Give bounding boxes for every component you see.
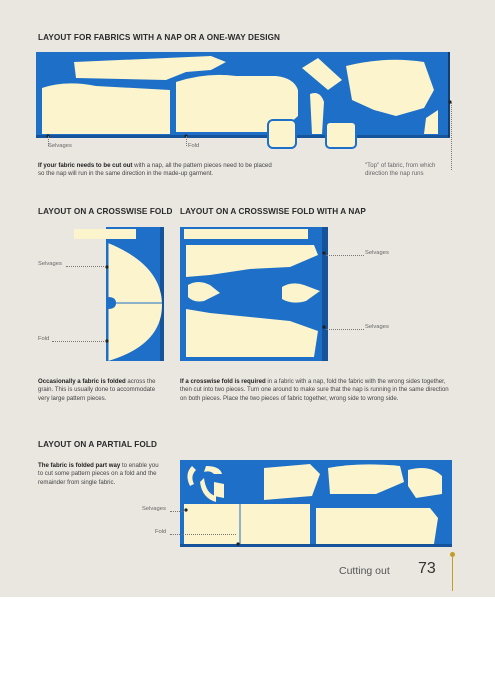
crosswise-selvages-leader	[66, 266, 106, 267]
caption-rest: with a nap, all the pattern pieces need to be placed so the nap will run in the same direction in the made-up garment.	[38, 162, 272, 178]
section-title-crosswise-nap: LAYOUT ON A CROSSWISE FOLD WITH A NAP	[180, 207, 366, 216]
nap-selvages-leader-2	[326, 329, 364, 330]
page-marker-line	[452, 555, 453, 591]
section-title-crosswise-fold: LAYOUT ON A CROSSWISE FOLD	[38, 207, 173, 216]
partial-fold-diagram	[180, 458, 455, 550]
fold-leader	[186, 136, 187, 146]
caption-crosswise-nap	[180, 378, 450, 403]
caption-nap-layout	[38, 162, 278, 179]
caption-crosswise-fold	[38, 378, 168, 403]
caption-bold: If a crosswise fold is required	[180, 378, 266, 385]
caption-bold: Occasionally a fabric is folded	[38, 378, 126, 385]
caption-bold: The fabric is folded part way	[38, 462, 121, 469]
nap-selvages-label-2: Selvages	[365, 324, 389, 330]
section-title-nap-layout: LAYOUT FOR FABRICS WITH A NAP OR A ONE-WAY DESIGN	[38, 33, 281, 42]
caption-rest: across the grain. This is usually done to accommodate very large pattern pieces.	[38, 378, 156, 402]
page-marker-dot	[450, 552, 455, 557]
caption-rest: in a fabric with a nap, fold the fabric with the wrong sides together, then cut into two pieces. Turn one around to make sure that the nap is running in the same direction on both pieces. Place the two pieces of fabric together, wrong side to wrong side.	[180, 378, 449, 402]
top-leader	[451, 102, 452, 170]
selvages-label: Selvages	[48, 143, 72, 149]
nap-selvages-label-1: Selvages	[365, 250, 389, 256]
fold-label: Fold	[188, 143, 200, 149]
partial-selvages-label: Selvages	[142, 506, 166, 512]
top-of-fabric-note: "Top" of fabric, from which direction the nap runs	[365, 162, 436, 178]
section-footer-title: Cutting out	[339, 565, 390, 577]
caption-bold: If your fabric needs to be cut out	[38, 162, 133, 169]
partial-selvages-leader	[170, 511, 184, 512]
nap-selvages-leader-1	[326, 255, 364, 256]
caption-rest: to enable you to cut some pattern pieces on a fold and the remainder from single fabric.	[38, 462, 159, 486]
crosswise-fold-label: Fold	[38, 336, 50, 342]
crosswise-selvages-label: Selvages	[38, 261, 62, 267]
partial-fold-label: Fold	[155, 529, 167, 535]
page-number: 73	[418, 560, 436, 577]
section-title-partial-fold: LAYOUT ON A PARTIAL FOLD	[38, 440, 157, 449]
caption-partial-fold	[38, 462, 163, 487]
nap-layout-diagram	[36, 50, 456, 140]
partial-fold-leader	[170, 534, 236, 535]
crosswise-fold-leader	[52, 341, 106, 342]
crosswise-fold-diagram	[70, 225, 170, 365]
crosswise-nap-diagram	[180, 225, 330, 365]
